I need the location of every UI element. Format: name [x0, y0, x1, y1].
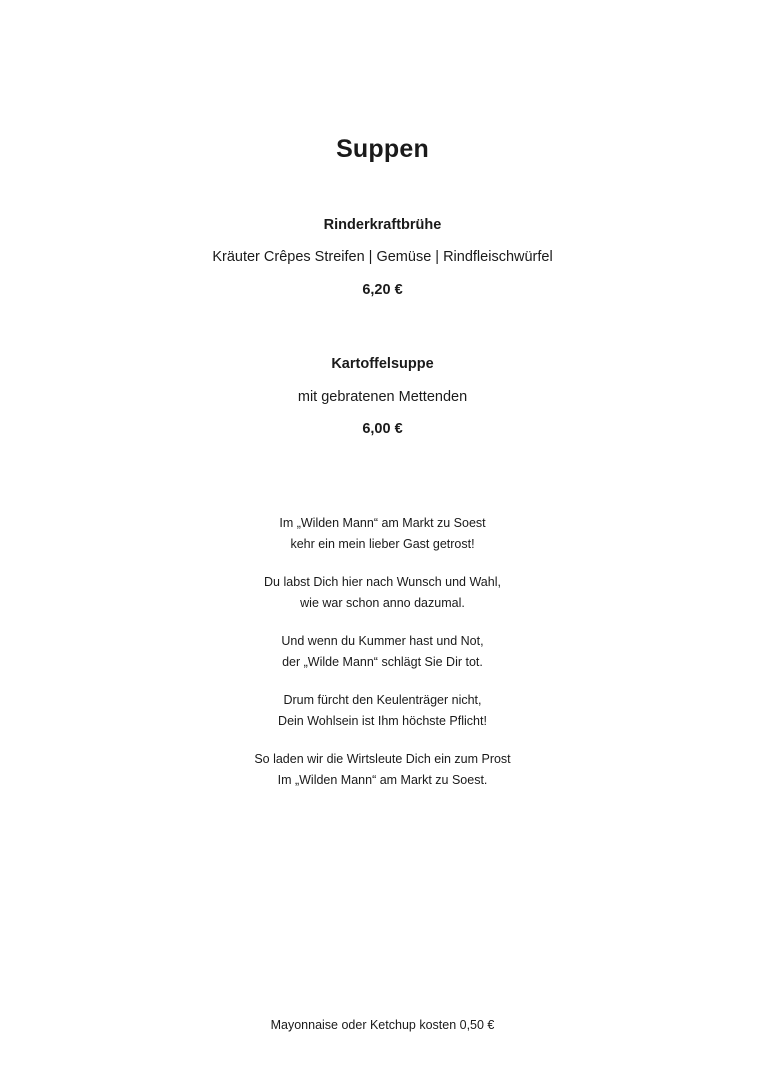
- poem-stanza: [0, 631, 765, 673]
- dish-description: Kräuter Crêpes Streifen | Gemüse | Rindfleischwürfel: [212, 249, 553, 266]
- poem-line: Dein Wohlsein ist Ihm höchste Pflicht!: [278, 713, 487, 728]
- poem-stanza: [0, 749, 765, 791]
- dish-name: Rinderkraftbrühe: [323, 217, 442, 233]
- poem-line: Im „Wilden Mann“ am Markt zu Soest: [279, 515, 486, 530]
- footer-note: Mayonnaise oder Ketchup kosten 0,50 €: [270, 1018, 495, 1032]
- poem-line: Und wenn du Kummer hast und Not,: [281, 633, 484, 648]
- poem-line: kehr ein mein lieber Gast getrost!: [290, 536, 475, 551]
- poem-stanza: [0, 690, 765, 732]
- poem-line: wie war schon anno dazumal.: [300, 595, 465, 610]
- dish-price: 6,20 €: [362, 281, 403, 298]
- menu-item: [0, 353, 765, 440]
- poem-line: So laden wir die Wirtsleute Dich ein zum Prost: [254, 751, 511, 766]
- dish-description: mit gebratenen Mettenden: [297, 388, 468, 405]
- soups-section: [0, 214, 765, 441]
- poem-line: der „Wilde Mann“ schlägt Sie Dir tot.: [282, 654, 483, 669]
- poem-stanza: [0, 513, 765, 555]
- menu-item: [0, 214, 765, 301]
- poem-line: Drum fürcht den Keulenträger nicht,: [283, 692, 482, 707]
- page-title: Suppen: [336, 135, 429, 163]
- dish-price: 6,00 €: [362, 421, 403, 438]
- poem-line: Du labst Dich hier nach Wunsch und Wahl,: [264, 574, 501, 589]
- dish-name: Kartoffelsuppe: [331, 356, 434, 373]
- poem-line: Im „Wilden Mann“ am Markt zu Soest.: [277, 772, 488, 787]
- poem-block: [0, 513, 765, 791]
- poem-stanza: [0, 572, 765, 614]
